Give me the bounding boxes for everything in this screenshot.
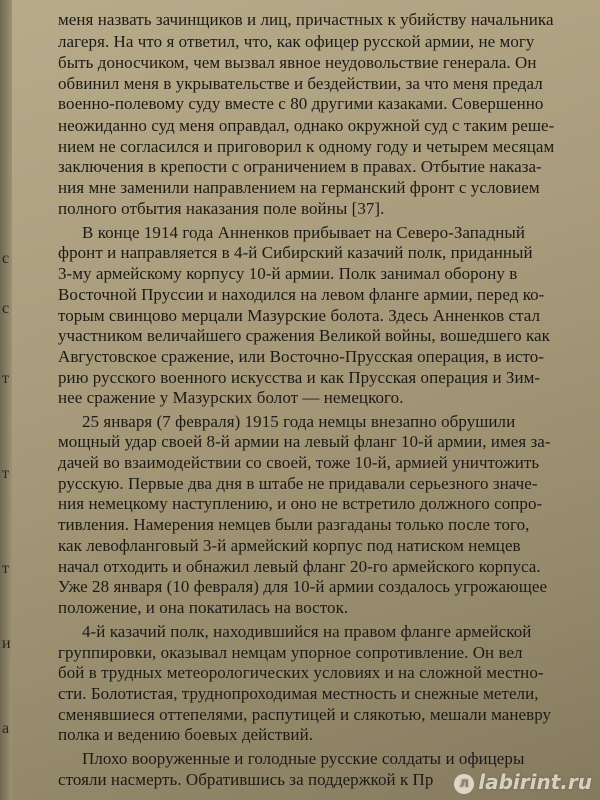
text-line: Августовское сражение, или Восточно-Прусская операция, в исто- — [58, 347, 544, 366]
text-line: дачей во взаимодействии со своей, тоже 10-й, армией уничтожить — [58, 452, 540, 472]
text-line: участником величайшего сражения Великой войны, вошедшего как — [58, 326, 550, 346]
text-line: сти. Болотистая, труднопроходимая местность и снежные метели, — [58, 684, 539, 703]
text-line: ния немецкому наступлению, и оно не встретило должного сопро- — [58, 494, 543, 514]
paragraph-first-line: Плохо вооруженные и голодные русские солдаты и офицеры — [82, 749, 525, 769]
text-line: лагеря. На что я ответил, что, как офицер русской армии, не могу — [58, 32, 535, 52]
text-line: полного отбытия наказания поле войны [37]. — [58, 198, 385, 218]
edge-letter: т — [2, 560, 9, 577]
text-line: быть доносчиком, чем вызвал явное неудовольствие генерала. Он — [58, 53, 537, 72]
text-line: тивления. Намерения немцев были разгаданы только после того, — [58, 515, 530, 535]
text-line: торым свинцово мерцали Мазурские болота. Здесь Анненков стал — [58, 305, 541, 325]
text-line: русскую. Первые два дня в штабе не придавали серьезного значе- — [58, 473, 538, 493]
text-line: 3-му армейскому корпусу 10-й армии. Полк занимал оборону в — [58, 264, 518, 284]
text-line: положение, и она покатилась на восток. — [58, 597, 349, 617]
text-line: бой в трудных метеорологических условиях и на сложной местно- — [58, 663, 544, 683]
paragraph-first-line: 4-й казачий полк, находившийся на правом фланге армейской — [82, 621, 532, 641]
text-line: обвинил меня в укрывательстве и бездействии, за что меня предал — [58, 73, 543, 93]
paragraph-first-line: 25 января (7 февраля) 1915 года немцы внезапно обрушили — [82, 411, 516, 431]
book-page — [58, 2, 588, 800]
watermark — [454, 770, 592, 794]
text-line: стояли насмерть. Обратившись за поддержкой к Пр — [58, 770, 434, 789]
edge-letter: т — [2, 465, 9, 482]
text-line: неожиданно суд меня оправдал, однако окружной суд с таким реше- — [58, 116, 555, 135]
text-line: сменявшиеся оттепелями, распутицей и слякотью, мешали маневру — [58, 704, 552, 724]
watermark-text: labirint.ru — [478, 770, 592, 794]
text-line: мощный удар своей 8-й армии на левый фланг 10-й армии, имея за- — [58, 432, 551, 452]
text-line: начал отходить и обнажил левый фланг 20-го армейского корпуса. — [58, 556, 541, 576]
text-line: заключения в крепости с ограничением в правах. Отбытие наказа- — [58, 157, 542, 177]
text-line: группировки, оказывал немцам упорное сопротивление. Он вел — [58, 642, 523, 662]
adjacent-page-edge — [0, 0, 12, 800]
edge-letter: с — [2, 250, 10, 267]
text-line: Уже 28 января (10 февраля) для 10-й армии создалось угрожающее — [58, 577, 548, 597]
text-line: ния мне заменили направлением на германский фронт с условием — [58, 178, 540, 198]
text-line: полка и ведению боевых действий. — [58, 725, 314, 745]
text-line: как левофланговый 3-й армейский корпус под натиском немцев — [58, 535, 521, 555]
text-line: рию русского военного искусства и как Прусская операция и Зим- — [58, 367, 541, 387]
text-line: военно-полевому суду вместе с 80 другими казаками. Совершенно — [58, 94, 544, 114]
edge-letter: и — [2, 635, 11, 652]
edge-letter: а — [2, 720, 10, 737]
labirint-logo-icon: л — [454, 774, 474, 794]
edge-letter: с — [2, 300, 10, 317]
text-line: Восточной Пруссии и находился на левом фланге армии, перед ко- — [58, 284, 545, 304]
paragraph-first-line: В конце 1914 года Анненков прибывает на Северо-Западный — [82, 222, 525, 242]
text-line: меня назвать зачинщиков и лиц, причастных к убийству начальника — [58, 10, 554, 29]
text-line: нее сражение у Мазурских болот — немецкого. — [58, 388, 404, 408]
text-line: нием не согласился и приговорил к одному году и четырем месяцам — [58, 136, 555, 156]
text-line: фронт и направляется в 4-й Сибирский казачий полк, приданный — [58, 243, 533, 263]
edge-letter: т — [2, 370, 9, 387]
